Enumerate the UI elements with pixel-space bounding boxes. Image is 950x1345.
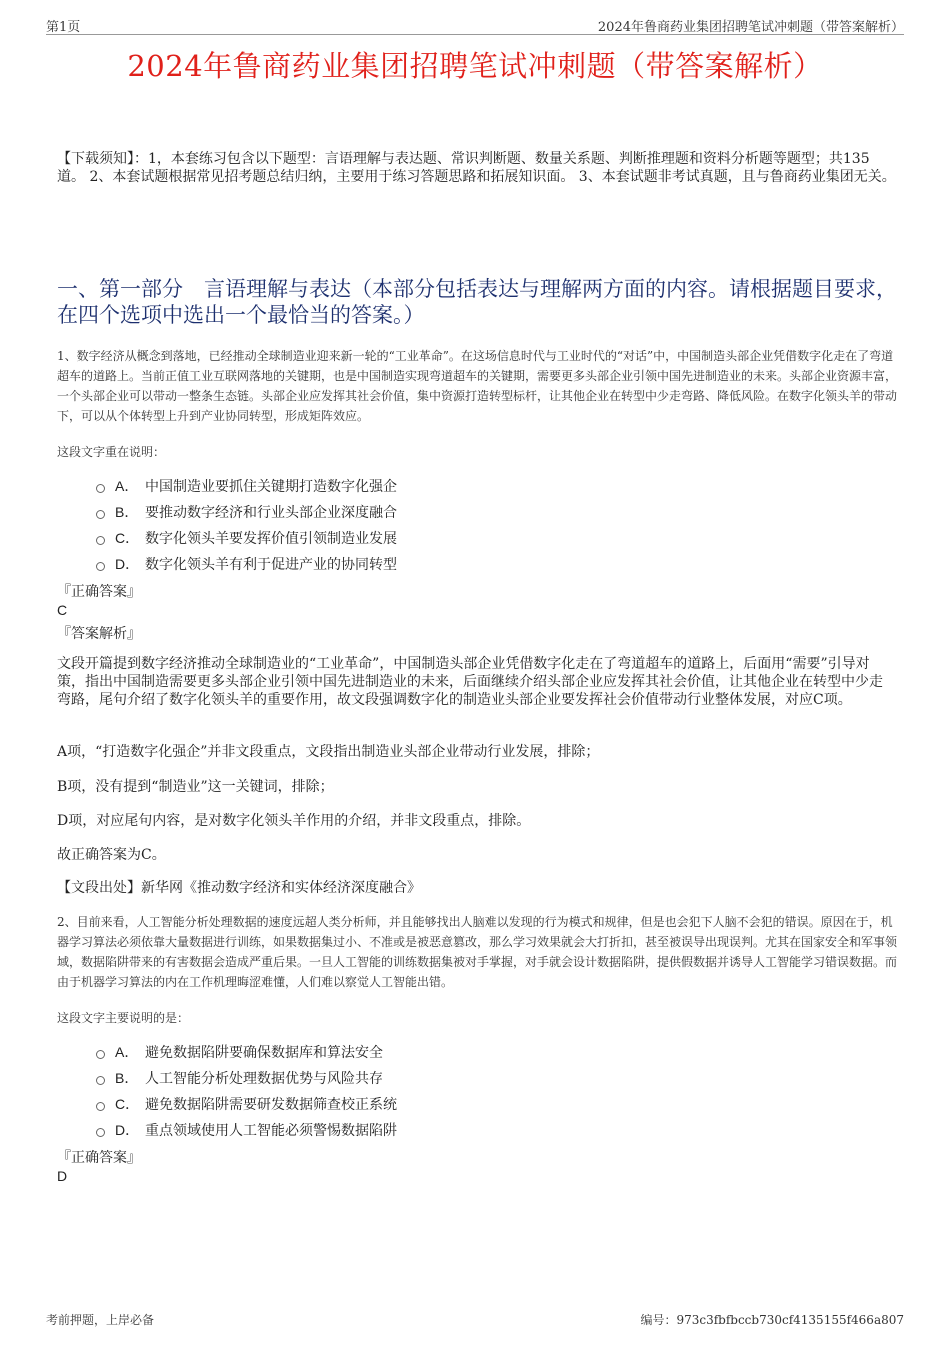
page-number: 第1页 [46,20,81,35]
analysis-text: 文段开篇提到数字经济推动全球制造业的“工业革命”，中国制造头部企业凭借数字化走在了弯道超车的道路上，后面用“需要”引导对策，指出中国制造需要更多头部企业引领中国先进制造业的未来，后面继续介绍头部企业应发挥其社会价值，让其他企业在转型中少走弯路，尾句介绍了数字化领头羊的重要作用，故文段强调数字化的制造业头部企业要发挥社会价值带动行业整体发展，对应C项。 [57,656,883,708]
question-1-text: 1、数字经济从概念到落地，已经推动全球制造业迎来新一轮的“工业革命”。在这场信息时代与工业时代的“对话”中，中国制造头部企业凭借数字化走在了弯道超车的道路上。当前正值工业互联网落地的关键期，也是中国制造实现弯道超车的关键期，需要更多头部企业引领中国先进制造业的未来。头部企业资源丰富，一个头部企业可以带动一整条生态链。头部企业应发挥其社会价值，集中资源打造转型标杆，让其他企业在转型中少走弯路、降低风险。在数字化领头羊的带动下，可以从个体转型上升到产业协同转型，形成矩阵效应。 [57,349,898,423]
answer-label: 『正确答案』 [57,584,141,600]
analysis-label: 『答案解析』 [57,626,141,642]
question-2-text: 2、目前来看，人工智能分析处理数据的速度远超人类分析师，并且能够找出人脑难以发现的行为模式和规律，但是也会犯下人脑不会犯的错误。原因在于，机器学习算法必须依靠大量数据进行训练，如果数据集过小、不准或是被恶意篡改，那么学习效果就会大打折扣，甚至被误导出现误判。尤其在国家安全和军事领域，数据陷阱带来的有害数据会造成严重后果。一旦人工智能的训练数据集被对手掌握，对手就会设计数据陷阱，提供假数据并诱导人工智能学习错误数据。而由于机器学习算法的内在工作机理晦涩难懂，人们难以察觉人工智能出错。 [57,915,898,989]
radio-icon[interactable] [96,536,105,545]
radio-icon[interactable] [96,562,105,571]
document-title: 2024年鲁商药业集团招聘笔试冲刺题（带答案解析） [127,49,823,83]
option-text: 数字化领头羊有利于促进产业的协同转型 [145,557,397,573]
conclusion: 故正确答案为C。 [57,847,166,863]
document-id: 编号：973c3fbfbccb730cf4135155f466a807 [640,1313,904,1327]
question-1-prompt: 这段文字重在说明： [57,445,166,459]
option-d-note: D项，对应尾句内容，是对数字化领头羊作用的介绍，并非文段重点，排除。 [57,813,531,829]
section-heading: 一、第一部分 言语理解与表达（本部分包括表达与理解两方面的内容。请根据题目要求，在四个选项中选出一个最恰当的答案。） [57,277,897,327]
option-key: C． [115,1096,140,1112]
option-text: 避免数据陷阱需要研发数据筛查校正系统 [145,1097,397,1113]
option-key: D． [115,1122,140,1138]
answer-label: 『正确答案』 [57,1150,141,1166]
option-key: B． [115,1070,139,1086]
answer-value: C [57,602,68,618]
option-text: 数字化领头羊要发挥价值引领制造业发展 [145,531,397,547]
question-2-prompt: 这段文字主要说明的是： [57,1011,190,1025]
source: 【文段出处】新华网《推动数字经济和实体经济深度融合》 [57,880,421,896]
radio-icon[interactable] [96,510,105,519]
option-a[interactable] [96,1039,696,1065]
option-text: 人工智能分析处理数据优势与风险共存 [145,1071,383,1087]
option-key: A． [115,478,139,494]
option-text: 重点领域使用人工智能必须警惕数据陷阱 [145,1123,397,1139]
download-notice: 【下载须知】：1，本套练习包含以下题型：言语理解与表达题、常识判断题、数量关系题、判断推理题和资料分析题等题型；共135道。 2、本套试题根据常见招考题总结归纳，主要用于练习答题思路和拓展知识面。 3、本套试题非考试真题，且与鲁商药业集团无关。 [57,151,896,185]
option-a[interactable] [96,473,696,499]
radio-icon[interactable] [96,1050,105,1059]
answer-value: D [57,1168,68,1184]
option-key: A． [115,1044,139,1060]
option-key: B． [115,504,139,520]
footer-slogan: 考前押题，上岸必备 [46,1313,155,1327]
question-1-options [96,473,696,577]
radio-icon[interactable] [96,484,105,493]
option-key: D． [115,556,140,572]
option-d[interactable] [96,551,696,577]
option-key: C． [115,530,140,546]
radio-icon[interactable] [96,1076,105,1085]
option-d[interactable] [96,1117,696,1143]
option-text: 中国制造业要抓住关键期打造数字化强企 [145,479,397,495]
option-a-note: A项，“打造数字化强企”并非文段重点，文段指出制造业头部企业带动行业发展，排除； [57,744,600,760]
radio-icon[interactable] [96,1102,105,1111]
option-c[interactable] [96,525,696,551]
option-text: 要推动数字经济和行业头部企业深度融合 [145,505,397,521]
option-text: 避免数据陷阱要确保数据库和算法安全 [145,1045,383,1061]
question-2-options [96,1039,696,1143]
header-title: 2024年鲁商药业集团招聘笔试冲刺题（带答案解析） [597,20,904,35]
option-c[interactable] [96,1091,696,1117]
option-b-note: B项，没有提到“制造业”这一关键词，排除； [57,779,334,795]
option-b[interactable] [96,499,696,525]
radio-icon[interactable] [96,1128,105,1137]
page-header [46,16,904,35]
option-b[interactable] [96,1065,696,1091]
